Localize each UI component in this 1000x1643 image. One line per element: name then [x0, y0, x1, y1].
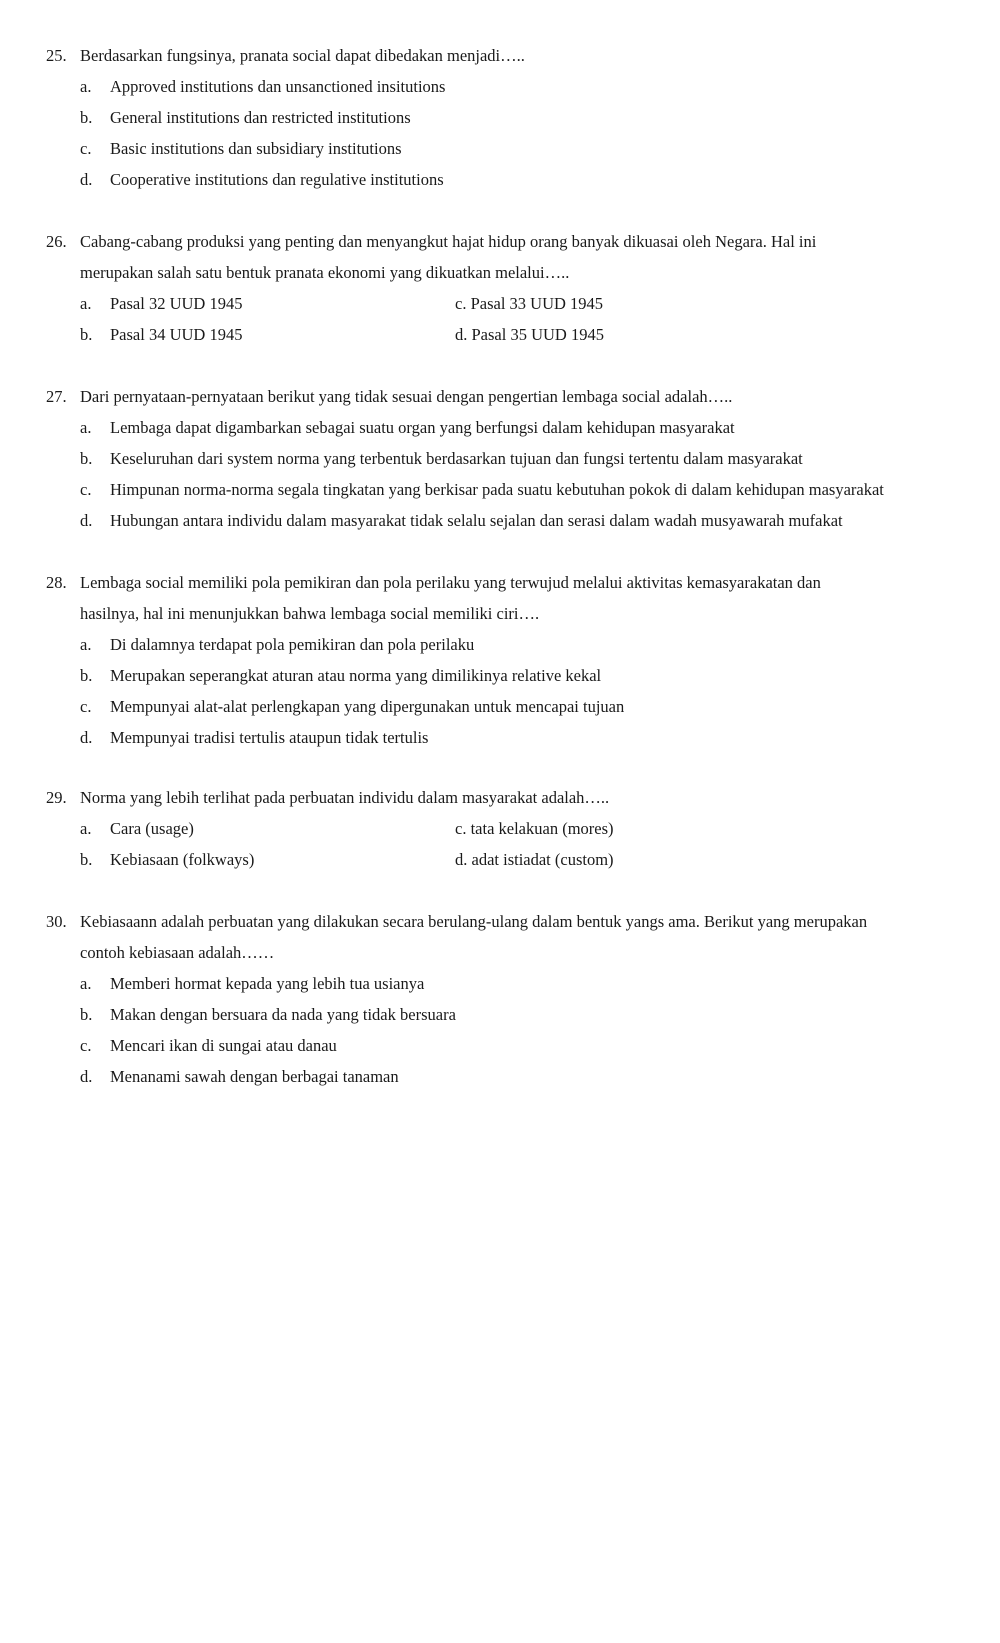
option-text: Merupakan seperangkat aturan atau norma yang dimilikinya relative kekal — [110, 666, 602, 685]
option-d[interactable] — [0, 505, 1000, 536]
question-number: 30. — [46, 912, 67, 931]
option-a[interactable] — [0, 71, 1000, 102]
question-stem — [0, 906, 1000, 937]
option-b-letter[interactable]: b. — [80, 325, 93, 344]
option-text: Mempunyai tradisi tertulis ataupun tidak tertulis — [110, 728, 429, 747]
option-a-text[interactable]: Pasal 32 UUD 1945 — [110, 294, 243, 313]
option-c[interactable]: c. Pasal 33 UUD 1945 — [455, 294, 604, 313]
option-text: Menanami sawah dengan berbagai tanaman — [110, 1067, 399, 1086]
option-letter: d. — [80, 511, 93, 530]
question-number: 27. — [46, 387, 67, 406]
option-c[interactable] — [0, 1030, 1000, 1061]
question-stem-continued — [0, 598, 1000, 629]
option-text: Lembaga dapat digambarkan sebagai suatu organ yang berfungsi dalam kehidupan masyarakat — [110, 418, 735, 437]
option-text: Basic institutions dan subsidiary institutions — [110, 139, 402, 158]
option-row — [0, 844, 1000, 875]
option-letter: b. — [80, 108, 93, 127]
option-d[interactable] — [0, 722, 1000, 753]
question-text: hasilnya, hal ini menunjukkan bahwa lembaga social memiliki ciri…. — [80, 604, 540, 623]
option-text: Di dalamnya terdapat pola pemikiran dan pola perilaku — [110, 635, 475, 654]
question-number: 25. — [46, 46, 67, 65]
question-text: Kebiasaann adalah perbuatan yang dilakukan secara berulang-ulang dalam bentuk yangs ama. Berikut yang merupakan — [80, 912, 868, 931]
option-text: Cooperative institutions dan regulative institutions — [110, 170, 444, 189]
option-b-text[interactable]: Kebiasaan (folkways) — [110, 850, 255, 869]
option-d[interactable]: d. Pasal 35 UUD 1945 — [455, 325, 604, 344]
option-letter: d. — [80, 170, 93, 189]
option-letter: a. — [80, 77, 92, 96]
option-letter: a. — [80, 974, 92, 993]
option-text: Makan dengan bersuara da nada yang tidak bersuara — [110, 1005, 456, 1024]
question-stem — [0, 40, 1000, 71]
option-letter: d. — [80, 728, 93, 747]
option-letter: a. — [80, 635, 92, 654]
option-b[interactable] — [0, 660, 1000, 691]
question-stem — [0, 782, 1000, 813]
option-letter: c. — [80, 139, 92, 158]
question-stem — [0, 381, 1000, 412]
option-letter: b. — [80, 1005, 93, 1024]
option-text: Hubungan antara individu dalam masyarakat tidak selalu sejalan dan serasi dalam wadah musyawarah mufakat — [110, 511, 843, 530]
question-text: Norma yang lebih terlihat pada perbuatan individu dalam masyarakat adalah….. — [80, 788, 610, 807]
option-a-letter[interactable]: a. — [80, 819, 92, 838]
option-d[interactable] — [0, 1061, 1000, 1092]
option-c[interactable] — [0, 691, 1000, 722]
option-text: General institutions dan restricted institutions — [110, 108, 411, 127]
option-a[interactable] — [0, 968, 1000, 999]
option-text: Keseluruhan dari system norma yang terbentuk berdasarkan tujuan dan fungsi tertentu dalam masyarakat — [110, 449, 803, 468]
question-number: 26. — [46, 232, 67, 251]
option-text: Memberi hormat kepada yang lebih tua usianya — [110, 974, 425, 993]
option-letter: c. — [80, 1036, 92, 1055]
question-29 — [0, 782, 1000, 875]
question-number: 29. — [46, 788, 67, 807]
option-b[interactable] — [0, 999, 1000, 1030]
question-text: contoh kebiasaan adalah…… — [80, 943, 275, 962]
option-letter: c. — [80, 480, 92, 499]
option-b-text[interactable]: Pasal 34 UUD 1945 — [110, 325, 243, 344]
question-25 — [0, 40, 1000, 195]
option-b-letter[interactable]: b. — [80, 850, 93, 869]
option-a-letter[interactable]: a. — [80, 294, 92, 313]
option-b[interactable] — [0, 443, 1000, 474]
question-26 — [0, 226, 1000, 350]
option-row — [0, 813, 1000, 844]
option-a-text[interactable]: Cara (usage) — [110, 819, 194, 838]
option-letter: a. — [80, 418, 92, 437]
question-number: 28. — [46, 573, 67, 592]
question-stem — [0, 226, 1000, 257]
option-b[interactable] — [0, 102, 1000, 133]
option-text: Approved institutions dan unsanctioned insitutions — [110, 77, 446, 96]
question-stem-continued — [0, 937, 1000, 968]
question-stem — [0, 567, 1000, 598]
option-text: Mencari ikan di sungai atau danau — [110, 1036, 337, 1055]
option-a[interactable] — [0, 412, 1000, 443]
question-stem-continued — [0, 257, 1000, 288]
question-text: merupakan salah satu bentuk pranata ekonomi yang dikuatkan melalui….. — [80, 263, 570, 282]
option-row — [0, 288, 1000, 319]
option-text: Himpunan norma-norma segala tingkatan yang berkisar pada suatu kebutuhan pokok di dalam kehidupan masyarakat — [110, 480, 884, 499]
option-c[interactable] — [0, 474, 1000, 505]
option-letter: b. — [80, 449, 93, 468]
question-30 — [0, 906, 1000, 1092]
question-text: Cabang-cabang produksi yang penting dan menyangkut hajat hidup orang banyak dikuasai oleh Negara. Hal ini — [80, 232, 817, 251]
question-28 — [0, 567, 1000, 753]
question-text: Dari pernyataan-pernyataan berikut yang tidak sesuai dengan pengertian lembaga social adalah….. — [80, 387, 733, 406]
option-c[interactable] — [0, 133, 1000, 164]
option-letter: b. — [80, 666, 93, 685]
option-d[interactable]: d. adat istiadat (custom) — [455, 850, 614, 869]
question-text: Lembaga social memiliki pola pemikiran dan pola perilaku yang terwujud melalui aktivitas kemasyarakatan dan — [80, 573, 821, 592]
option-row — [0, 319, 1000, 350]
option-c[interactable]: c. tata kelakuan (mores) — [455, 819, 614, 838]
option-d[interactable] — [0, 164, 1000, 195]
option-a[interactable] — [0, 629, 1000, 660]
question-text: Berdasarkan fungsinya, pranata social dapat dibedakan menjadi….. — [80, 46, 525, 65]
question-27 — [0, 381, 1000, 536]
option-letter: d. — [80, 1067, 93, 1086]
option-letter: c. — [80, 697, 92, 716]
option-text: Mempunyai alat-alat perlengkapan yang dipergunakan untuk mencapai tujuan — [110, 697, 625, 716]
